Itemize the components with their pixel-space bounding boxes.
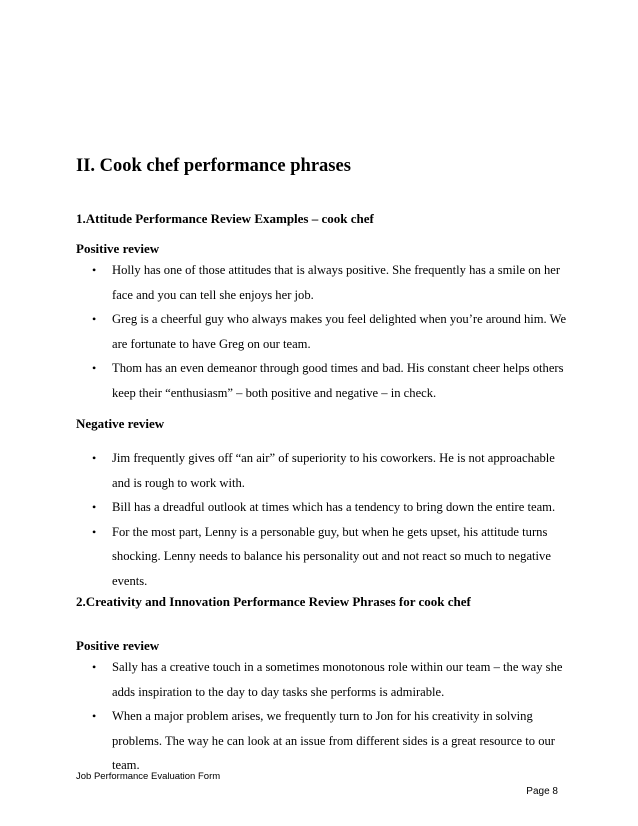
bullet-icon: • <box>92 263 97 277</box>
bullet-icon: • <box>92 451 97 465</box>
bullet-icon: • <box>92 312 97 326</box>
list-item: • Bill has a dreadful outlook at times which has a tendency to bring down the entire team. <box>76 495 576 520</box>
creativity-positive-list <box>76 655 576 778</box>
bullet-icon: • <box>92 709 97 723</box>
section-heading-creativity: 2.Creativity and Innovation Performance Review Phrases for cook chef <box>76 594 471 609</box>
list-item: • Thom has an even demeanor through good times and bad. His constant cheer helps others keep their “enthusiasm” – both positive and negative – in check. <box>76 356 576 405</box>
bullet-icon: • <box>92 361 97 375</box>
footer-form-name: Job Performance Evaluation Form <box>76 771 221 782</box>
section-heading-attitude: 1.Attitude Performance Review Examples – cook chef <box>76 211 374 226</box>
page-number: Page 8 <box>526 786 558 797</box>
bullet-icon: • <box>92 660 97 674</box>
positive-review-label-attitude: Positive review <box>76 241 160 256</box>
attitude-negative-list <box>76 446 576 593</box>
page-title: II. Cook chef performance phrases <box>76 156 351 176</box>
list-item: • Greg is a cheerful guy who always makes you feel delighted when you’re around him. We are fortunate to have Greg on our team. <box>76 307 576 356</box>
list-item: • Holly has one of those attitudes that is always positive. She frequently has a smile on her face and you can tell she enjoys her job. <box>76 258 576 307</box>
bullet-icon: • <box>92 500 97 514</box>
attitude-positive-list <box>76 258 576 405</box>
positive-review-label-creativity: Positive review <box>76 638 160 653</box>
list-item: • Sally has a creative touch in a sometimes monotonous role within our team – the way she adds inspiration to the day to day tasks she performs is admirable. <box>76 655 576 704</box>
bullet-icon: • <box>92 524 97 539</box>
negative-review-label-attitude: Negative review <box>76 416 165 431</box>
list-item: • When a major problem arises, we frequently turn to Jon for his creativity in solving problems. The way he can look at an issue from different sides is a great resource to our team. <box>76 704 576 778</box>
list-item: • Jim frequently gives off “an air” of superiority to his coworkers. He is not approachable and is rough to work with. <box>76 446 576 495</box>
list-item: • For the most part, Lenny is a personable guy, but when he gets upset, his attitude turns shocking. Lenny needs to balance his personality out and not react so much to negative events. <box>76 520 576 594</box>
